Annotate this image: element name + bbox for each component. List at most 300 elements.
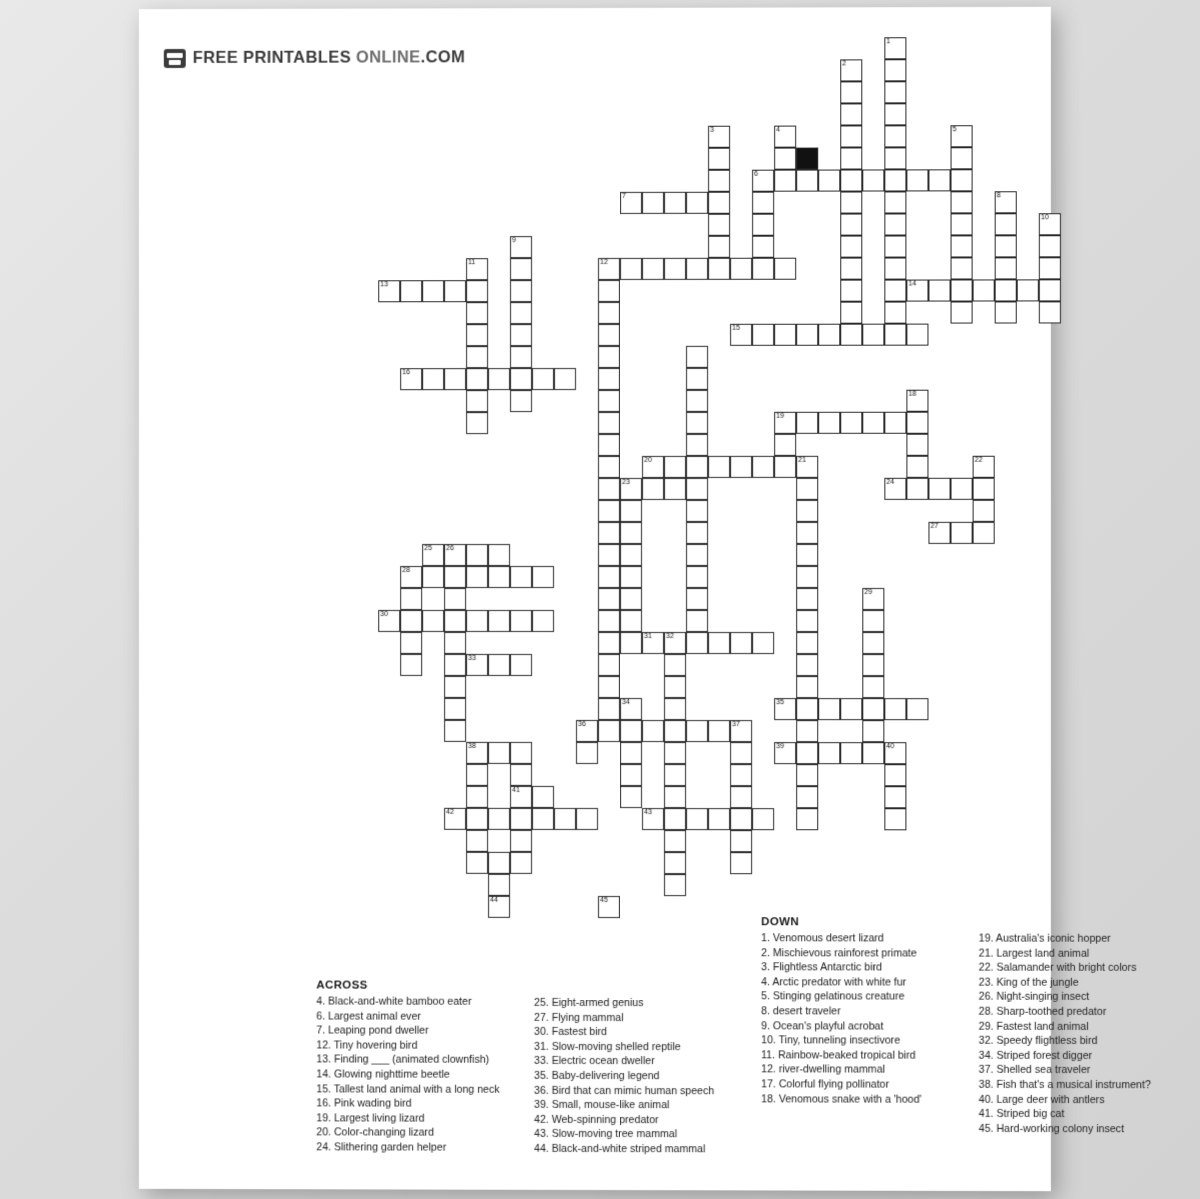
grid-cell[interactable] bbox=[466, 764, 488, 786]
grid-cell[interactable] bbox=[598, 896, 620, 918]
grid-cell[interactable] bbox=[840, 324, 862, 346]
grid-cell[interactable] bbox=[598, 676, 620, 698]
grid-cell[interactable] bbox=[796, 324, 818, 346]
grid-cell[interactable] bbox=[774, 258, 796, 280]
grid-cell[interactable] bbox=[730, 632, 752, 654]
grid-cell[interactable] bbox=[774, 170, 796, 192]
grid-cell[interactable] bbox=[488, 610, 510, 632]
grid-cell[interactable] bbox=[708, 214, 730, 236]
grid-cell[interactable] bbox=[444, 566, 466, 588]
grid-cell[interactable] bbox=[796, 632, 818, 654]
grid-cell[interactable] bbox=[840, 103, 862, 125]
grid-cell[interactable] bbox=[840, 412, 862, 434]
grid-cell[interactable] bbox=[598, 720, 620, 742]
grid-cell[interactable] bbox=[973, 279, 995, 301]
grid-cell[interactable] bbox=[730, 324, 752, 346]
grid-cell[interactable] bbox=[444, 676, 466, 698]
grid-cell[interactable] bbox=[906, 698, 928, 720]
grid-cell[interactable] bbox=[466, 742, 488, 764]
grid-cell[interactable] bbox=[664, 764, 686, 786]
grid-cell[interactable] bbox=[752, 258, 774, 280]
grid-cell[interactable] bbox=[774, 434, 796, 456]
grid-cell[interactable] bbox=[598, 588, 620, 610]
grid-cell[interactable] bbox=[642, 192, 664, 214]
grid-cell[interactable] bbox=[400, 566, 422, 588]
grid-cell[interactable] bbox=[444, 654, 466, 676]
grid-cell[interactable] bbox=[576, 808, 598, 830]
grid-cell[interactable] bbox=[686, 346, 708, 368]
grid-cell[interactable] bbox=[862, 676, 884, 698]
grid-cell[interactable] bbox=[664, 632, 686, 654]
grid-cell[interactable] bbox=[598, 280, 620, 302]
grid-cell[interactable] bbox=[466, 610, 488, 632]
grid-cell[interactable] bbox=[422, 368, 444, 390]
grid-cell[interactable] bbox=[510, 808, 532, 830]
grid-cell[interactable] bbox=[884, 786, 906, 808]
grid-cell[interactable] bbox=[708, 720, 730, 742]
grid-cell[interactable] bbox=[686, 478, 708, 500]
grid-cell[interactable] bbox=[884, 258, 906, 280]
grid-cell[interactable] bbox=[598, 302, 620, 324]
grid-cell[interactable] bbox=[951, 522, 973, 544]
grid-cell[interactable] bbox=[598, 632, 620, 654]
grid-cell[interactable] bbox=[884, 478, 906, 500]
grid-cell[interactable] bbox=[488, 874, 510, 896]
grid-cell[interactable] bbox=[862, 654, 884, 676]
grid-cell[interactable] bbox=[466, 390, 488, 412]
grid-cell[interactable] bbox=[664, 786, 686, 808]
grid-cell[interactable] bbox=[774, 148, 796, 170]
grid-cell[interactable] bbox=[796, 764, 818, 786]
grid-cell[interactable] bbox=[951, 257, 973, 279]
grid-cell[interactable] bbox=[796, 808, 818, 830]
grid-cell[interactable] bbox=[642, 258, 664, 280]
grid-cell[interactable] bbox=[862, 412, 884, 434]
grid-cell[interactable] bbox=[598, 500, 620, 522]
grid-cell[interactable] bbox=[444, 280, 466, 302]
grid-cell[interactable] bbox=[862, 169, 884, 191]
grid-cell[interactable] bbox=[1039, 213, 1061, 235]
grid-cell[interactable] bbox=[378, 610, 400, 632]
grid-cell[interactable] bbox=[664, 258, 686, 280]
grid-cell[interactable] bbox=[422, 566, 444, 588]
grid-cell[interactable] bbox=[532, 808, 554, 830]
grid-cell[interactable] bbox=[510, 346, 532, 368]
grid-cell[interactable] bbox=[620, 720, 642, 742]
grid-cell[interactable] bbox=[664, 742, 686, 764]
grid-cell[interactable] bbox=[686, 456, 708, 478]
grid-cell[interactable] bbox=[906, 478, 928, 500]
grid-cell[interactable] bbox=[444, 808, 466, 830]
grid-cell[interactable] bbox=[884, 412, 906, 434]
grid-cell[interactable] bbox=[951, 169, 973, 191]
grid-cell[interactable] bbox=[884, 103, 906, 125]
grid-cell[interactable] bbox=[466, 258, 488, 280]
grid-cell[interactable] bbox=[862, 324, 884, 346]
grid-cell[interactable] bbox=[796, 654, 818, 676]
grid-cell[interactable] bbox=[862, 632, 884, 654]
grid-cell[interactable] bbox=[862, 742, 884, 764]
grid-cell[interactable] bbox=[598, 522, 620, 544]
grid-cell[interactable] bbox=[686, 588, 708, 610]
grid-cell[interactable] bbox=[840, 280, 862, 302]
grid-cell[interactable] bbox=[906, 390, 928, 412]
grid-cell[interactable] bbox=[884, 302, 906, 324]
grid-cell[interactable] bbox=[774, 456, 796, 478]
grid-cell[interactable] bbox=[884, 37, 906, 59]
grid-cell[interactable] bbox=[774, 324, 796, 346]
grid-cell[interactable] bbox=[774, 412, 796, 434]
grid-cell[interactable] bbox=[730, 830, 752, 852]
grid-cell[interactable] bbox=[796, 588, 818, 610]
grid-cell[interactable] bbox=[686, 808, 708, 830]
grid-cell[interactable] bbox=[884, 59, 906, 81]
grid-cell[interactable] bbox=[466, 302, 488, 324]
grid-cell[interactable] bbox=[752, 324, 774, 346]
grid-cell[interactable] bbox=[686, 522, 708, 544]
grid-cell[interactable] bbox=[532, 786, 554, 808]
grid-cell[interactable] bbox=[510, 324, 532, 346]
grid-cell[interactable] bbox=[620, 698, 642, 720]
grid-cell[interactable] bbox=[995, 257, 1017, 279]
grid-cell[interactable] bbox=[620, 588, 642, 610]
grid-cell[interactable] bbox=[444, 368, 466, 390]
grid-cell[interactable] bbox=[752, 170, 774, 192]
grid-cell[interactable] bbox=[422, 610, 444, 632]
grid-cell[interactable] bbox=[774, 698, 796, 720]
grid-cell[interactable] bbox=[510, 236, 532, 258]
grid-cell[interactable] bbox=[444, 544, 466, 566]
grid-cell[interactable] bbox=[532, 368, 554, 390]
grid-cell[interactable] bbox=[951, 478, 973, 500]
grid-cell[interactable] bbox=[444, 632, 466, 654]
grid-cell[interactable] bbox=[664, 676, 686, 698]
grid-cell[interactable] bbox=[708, 170, 730, 192]
grid-cell[interactable] bbox=[598, 324, 620, 346]
grid-cell[interactable] bbox=[686, 566, 708, 588]
grid-cell[interactable] bbox=[620, 258, 642, 280]
grid-cell[interactable] bbox=[708, 126, 730, 148]
grid-cell[interactable] bbox=[598, 654, 620, 676]
grid-cell[interactable] bbox=[796, 786, 818, 808]
grid-cell[interactable] bbox=[466, 346, 488, 368]
grid-cell[interactable] bbox=[488, 742, 510, 764]
grid-cell[interactable] bbox=[598, 258, 620, 280]
grid-cell[interactable] bbox=[752, 456, 774, 478]
grid-cell[interactable] bbox=[598, 456, 620, 478]
grid-cell[interactable] bbox=[995, 213, 1017, 235]
grid-cell[interactable] bbox=[620, 478, 642, 500]
grid-cell[interactable] bbox=[862, 698, 884, 720]
grid-cell[interactable] bbox=[862, 588, 884, 610]
grid-cell[interactable] bbox=[488, 808, 510, 830]
grid-cell[interactable] bbox=[995, 301, 1017, 323]
grid-cell[interactable] bbox=[620, 192, 642, 214]
grid-cell[interactable] bbox=[884, 280, 906, 302]
grid-cell[interactable] bbox=[906, 456, 928, 478]
grid-cell[interactable] bbox=[752, 236, 774, 258]
grid-cell[interactable] bbox=[708, 236, 730, 258]
grid-cell[interactable] bbox=[664, 654, 686, 676]
grid-cell[interactable] bbox=[686, 500, 708, 522]
grid-cell[interactable] bbox=[466, 830, 488, 852]
grid-cell[interactable] bbox=[466, 654, 488, 676]
grid-cell[interactable] bbox=[818, 742, 840, 764]
grid-cell[interactable] bbox=[664, 698, 686, 720]
grid-cell[interactable] bbox=[995, 191, 1017, 213]
grid-cell[interactable] bbox=[708, 258, 730, 280]
grid-cell[interactable] bbox=[796, 698, 818, 720]
grid-cell[interactable] bbox=[510, 280, 532, 302]
grid-cell[interactable] bbox=[378, 280, 400, 302]
grid-cell[interactable] bbox=[488, 654, 510, 676]
grid-cell[interactable] bbox=[730, 852, 752, 874]
grid-cell[interactable] bbox=[884, 808, 906, 830]
grid-cell[interactable] bbox=[510, 258, 532, 280]
grid-cell[interactable] bbox=[973, 500, 995, 522]
grid-cell[interactable] bbox=[510, 390, 532, 412]
grid-cell[interactable] bbox=[664, 720, 686, 742]
grid-cell[interactable] bbox=[708, 192, 730, 214]
grid-cell[interactable] bbox=[906, 324, 928, 346]
grid-cell[interactable] bbox=[884, 742, 906, 764]
grid-cell[interactable] bbox=[884, 698, 906, 720]
grid-cell[interactable] bbox=[598, 478, 620, 500]
grid-cell[interactable] bbox=[818, 698, 840, 720]
grid-cell[interactable] bbox=[796, 170, 818, 192]
grid-cell[interactable] bbox=[951, 191, 973, 213]
grid-cell[interactable] bbox=[862, 610, 884, 632]
grid-cell[interactable] bbox=[840, 81, 862, 103]
grid-cell[interactable] bbox=[708, 456, 730, 478]
grid-cell[interactable] bbox=[686, 368, 708, 390]
grid-cell[interactable] bbox=[906, 412, 928, 434]
grid-cell[interactable] bbox=[1017, 279, 1039, 301]
grid-cell[interactable] bbox=[906, 434, 928, 456]
grid-cell[interactable] bbox=[664, 456, 686, 478]
grid-cell[interactable] bbox=[488, 896, 510, 918]
grid-cell[interactable] bbox=[928, 280, 950, 302]
grid-cell[interactable] bbox=[796, 742, 818, 764]
grid-cell[interactable] bbox=[730, 456, 752, 478]
grid-cell[interactable] bbox=[554, 368, 576, 390]
grid-cell[interactable] bbox=[818, 170, 840, 192]
grid-cell[interactable] bbox=[884, 764, 906, 786]
grid-cell[interactable] bbox=[686, 434, 708, 456]
grid-cell[interactable] bbox=[774, 126, 796, 148]
grid-cell[interactable] bbox=[840, 214, 862, 236]
grid-cell[interactable] bbox=[620, 742, 642, 764]
grid-cell[interactable] bbox=[664, 830, 686, 852]
grid-cell[interactable] bbox=[444, 698, 466, 720]
grid-cell[interactable] bbox=[576, 720, 598, 742]
grid-cell[interactable] bbox=[906, 280, 928, 302]
grid-cell[interactable] bbox=[840, 147, 862, 169]
grid-cell[interactable] bbox=[862, 720, 884, 742]
grid-cell[interactable] bbox=[510, 566, 532, 588]
grid-cell[interactable] bbox=[422, 544, 444, 566]
grid-cell[interactable] bbox=[973, 478, 995, 500]
grid-cell[interactable] bbox=[730, 808, 752, 830]
grid-cell[interactable] bbox=[664, 874, 686, 896]
grid-cell[interactable] bbox=[730, 764, 752, 786]
grid-cell[interactable] bbox=[620, 522, 642, 544]
grid-cell[interactable] bbox=[796, 522, 818, 544]
grid-cell[interactable] bbox=[598, 566, 620, 588]
grid-cell[interactable] bbox=[620, 764, 642, 786]
grid-cell[interactable] bbox=[466, 280, 488, 302]
grid-cell[interactable] bbox=[400, 654, 422, 676]
grid-cell[interactable] bbox=[664, 192, 686, 214]
grid-cell[interactable] bbox=[466, 368, 488, 390]
grid-cell[interactable] bbox=[906, 169, 928, 191]
grid-cell[interactable] bbox=[951, 235, 973, 257]
grid-cell[interactable] bbox=[884, 236, 906, 258]
grid-cell[interactable] bbox=[422, 280, 444, 302]
grid-cell[interactable] bbox=[884, 324, 906, 346]
grid-cell[interactable] bbox=[466, 566, 488, 588]
grid-cell[interactable] bbox=[510, 654, 532, 676]
grid-cell[interactable] bbox=[752, 192, 774, 214]
grid-cell[interactable] bbox=[796, 412, 818, 434]
grid-cell[interactable] bbox=[730, 720, 752, 742]
grid-cell[interactable] bbox=[1039, 279, 1061, 301]
grid-cell[interactable] bbox=[620, 500, 642, 522]
grid-cell[interactable] bbox=[510, 302, 532, 324]
grid-cell[interactable] bbox=[598, 412, 620, 434]
grid-cell[interactable] bbox=[642, 720, 664, 742]
grid-cell[interactable] bbox=[774, 742, 796, 764]
grid-cell[interactable] bbox=[884, 81, 906, 103]
grid-cell[interactable] bbox=[466, 412, 488, 434]
grid-cell[interactable] bbox=[598, 434, 620, 456]
grid-cell[interactable] bbox=[730, 258, 752, 280]
grid-cell[interactable] bbox=[488, 852, 510, 874]
grid-cell[interactable] bbox=[620, 566, 642, 588]
grid-cell[interactable] bbox=[818, 412, 840, 434]
grid-cell[interactable] bbox=[928, 478, 950, 500]
grid-cell[interactable] bbox=[995, 235, 1017, 257]
grid-cell[interactable] bbox=[598, 544, 620, 566]
grid-cell[interactable] bbox=[598, 610, 620, 632]
grid-cell[interactable] bbox=[510, 610, 532, 632]
grid-cell[interactable] bbox=[1039, 301, 1061, 323]
grid-cell[interactable] bbox=[686, 610, 708, 632]
grid-cell[interactable] bbox=[642, 478, 664, 500]
grid-cell[interactable] bbox=[510, 852, 532, 874]
grid-cell[interactable] bbox=[752, 632, 774, 654]
grid-cell[interactable] bbox=[620, 610, 642, 632]
grid-cell[interactable] bbox=[444, 588, 466, 610]
grid-cell[interactable] bbox=[488, 566, 510, 588]
grid-cell[interactable] bbox=[400, 632, 422, 654]
grid-cell[interactable] bbox=[686, 412, 708, 434]
grid-cell[interactable] bbox=[488, 544, 510, 566]
grid-cell[interactable] bbox=[840, 169, 862, 191]
grid-cell[interactable] bbox=[796, 720, 818, 742]
grid-cell[interactable] bbox=[752, 214, 774, 236]
grid-cell[interactable] bbox=[796, 456, 818, 478]
grid-cell[interactable] bbox=[840, 302, 862, 324]
grid-cell[interactable] bbox=[884, 147, 906, 169]
grid-cell[interactable] bbox=[642, 632, 664, 654]
grid-cell[interactable] bbox=[818, 324, 840, 346]
grid-cell[interactable] bbox=[642, 808, 664, 830]
grid-cell[interactable] bbox=[730, 786, 752, 808]
grid-cell[interactable] bbox=[840, 698, 862, 720]
grid-cell[interactable] bbox=[400, 368, 422, 390]
grid-cell[interactable] bbox=[620, 544, 642, 566]
grid-cell[interactable] bbox=[708, 632, 730, 654]
grid-cell[interactable] bbox=[708, 148, 730, 170]
grid-cell[interactable] bbox=[598, 368, 620, 390]
grid-cell[interactable] bbox=[796, 544, 818, 566]
grid-cell[interactable] bbox=[620, 786, 642, 808]
grid-cell[interactable] bbox=[686, 390, 708, 412]
grid-cell[interactable] bbox=[708, 808, 730, 830]
grid-cell[interactable] bbox=[951, 147, 973, 169]
grid-cell[interactable] bbox=[884, 169, 906, 191]
grid-cell[interactable] bbox=[796, 676, 818, 698]
grid-cell[interactable] bbox=[951, 302, 973, 324]
grid-cell[interactable] bbox=[840, 192, 862, 214]
grid-cell[interactable] bbox=[840, 236, 862, 258]
grid-cell[interactable] bbox=[510, 830, 532, 852]
grid-cell[interactable] bbox=[510, 368, 532, 390]
grid-cell[interactable] bbox=[995, 279, 1017, 301]
grid-cell[interactable] bbox=[532, 610, 554, 632]
grid-cell[interactable] bbox=[664, 808, 686, 830]
grid-cell[interactable] bbox=[686, 544, 708, 566]
grid-cell[interactable] bbox=[796, 478, 818, 500]
grid-cell[interactable] bbox=[951, 279, 973, 301]
grid-cell[interactable] bbox=[598, 390, 620, 412]
grid-cell[interactable] bbox=[840, 59, 862, 81]
grid-cell[interactable] bbox=[620, 632, 642, 654]
grid-cell[interactable] bbox=[928, 522, 950, 544]
grid-cell[interactable] bbox=[796, 500, 818, 522]
grid-cell[interactable] bbox=[400, 280, 422, 302]
grid-cell[interactable] bbox=[884, 191, 906, 213]
grid-cell[interactable] bbox=[973, 522, 995, 544]
grid-cell[interactable] bbox=[840, 125, 862, 147]
grid-cell[interactable] bbox=[796, 566, 818, 588]
grid-cell[interactable] bbox=[400, 588, 422, 610]
grid-cell[interactable] bbox=[510, 786, 532, 808]
grid-cell[interactable] bbox=[466, 324, 488, 346]
grid-cell[interactable] bbox=[1039, 235, 1061, 257]
grid-cell[interactable] bbox=[532, 566, 554, 588]
grid-cell[interactable] bbox=[664, 478, 686, 500]
grid-cell[interactable] bbox=[730, 742, 752, 764]
grid-cell[interactable] bbox=[466, 808, 488, 830]
grid-cell[interactable] bbox=[576, 742, 598, 764]
grid-cell[interactable] bbox=[466, 852, 488, 874]
grid-cell[interactable] bbox=[444, 720, 466, 742]
grid-cell[interactable] bbox=[1039, 257, 1061, 279]
grid-cell[interactable] bbox=[973, 456, 995, 478]
grid-cell[interactable] bbox=[400, 610, 422, 632]
grid-cell[interactable] bbox=[752, 808, 774, 830]
grid-cell[interactable] bbox=[686, 258, 708, 280]
grid-cell[interactable] bbox=[510, 764, 532, 786]
grid-cell[interactable] bbox=[884, 125, 906, 147]
grid-cell[interactable] bbox=[510, 742, 532, 764]
grid-cell[interactable] bbox=[466, 786, 488, 808]
grid-cell[interactable] bbox=[951, 213, 973, 235]
grid-cell[interactable] bbox=[488, 368, 510, 390]
grid-cell[interactable] bbox=[466, 544, 488, 566]
